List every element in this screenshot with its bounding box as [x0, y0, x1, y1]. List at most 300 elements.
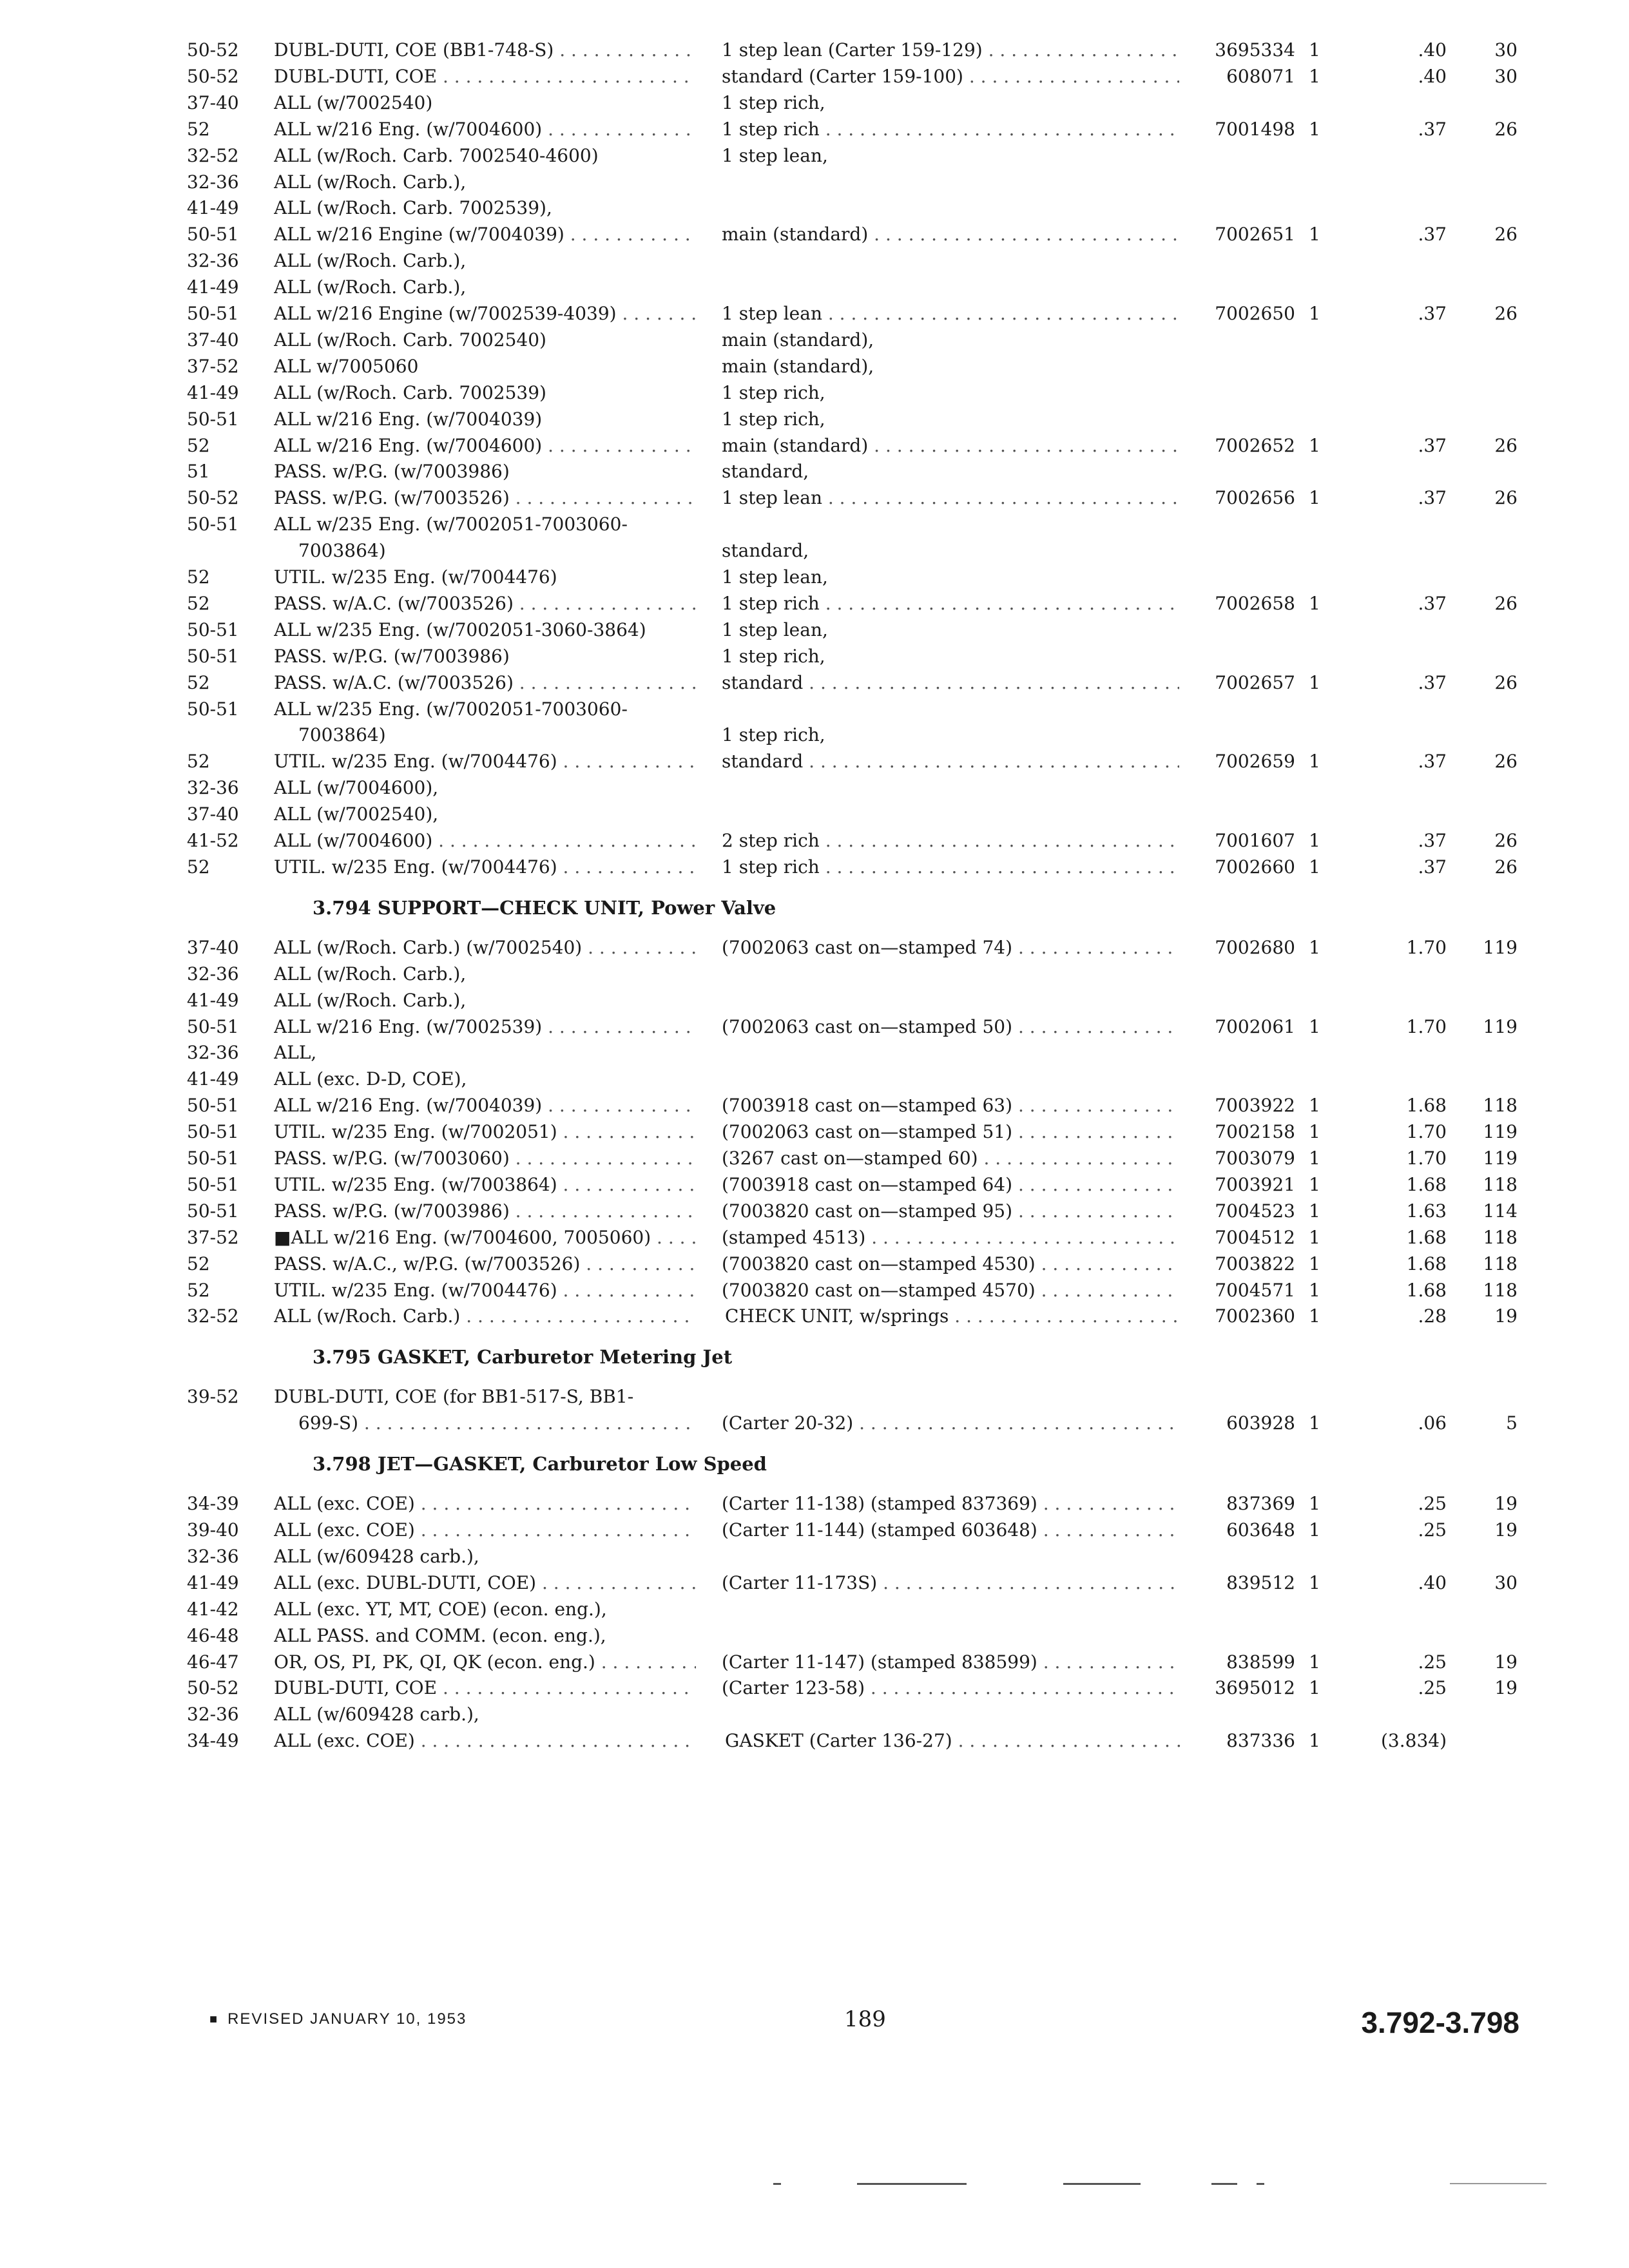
list-price-text: 1.70	[1406, 1148, 1447, 1169]
table-row	[0, 935, 1629, 961]
table-row	[0, 1491, 1629, 1517]
model-years-text: 52	[187, 1253, 210, 1274]
description-text: 2 step rich	[722, 830, 820, 851]
model-years-text: 41-49	[187, 197, 239, 219]
model-years-text: 50-51	[187, 303, 239, 324]
quantity-text: 1	[1309, 751, 1320, 773]
model-years	[187, 354, 264, 380]
part-number	[1179, 485, 1295, 511]
part-number	[1179, 749, 1295, 774]
revision-marker: ■	[209, 2012, 219, 2027]
model-years	[187, 1597, 264, 1622]
model-years	[187, 37, 264, 63]
table-row	[0, 591, 1629, 617]
application-text: PASS. w/P.G. (w/7003060)	[274, 1148, 510, 1169]
part-number	[1179, 1649, 1295, 1675]
price-group-text: 118	[1483, 1173, 1518, 1195]
list-price	[1363, 37, 1447, 63]
model-years	[187, 1517, 264, 1543]
description-text: 1 step rich	[722, 118, 820, 140]
model-years	[187, 64, 264, 90]
quantity-text: 1	[1309, 1412, 1320, 1434]
quantity-text: 1	[1309, 224, 1320, 245]
model-years	[187, 1172, 264, 1198]
quantity-text: 1	[1309, 1015, 1320, 1037]
quantity	[1302, 1675, 1327, 1701]
list-price	[1363, 1146, 1447, 1171]
quantity-text: 1	[1309, 1651, 1320, 1673]
model-years	[187, 90, 264, 116]
model-years-text: 50-52	[187, 487, 239, 509]
model-years-text: 32-52	[187, 144, 239, 166]
application-text: ALL (exc. COE)	[274, 1730, 415, 1752]
model-years	[187, 459, 264, 485]
model-years-text: 32-36	[187, 963, 239, 985]
list-price-text: 1.68	[1406, 1095, 1447, 1117]
price-group-text: 118	[1483, 1279, 1518, 1301]
application-text: ALL (w/Roch. Carb. 7002539),	[274, 197, 552, 219]
description	[722, 90, 1179, 116]
application	[274, 143, 696, 169]
list-price	[1363, 1278, 1447, 1303]
model-years-text: 52	[187, 671, 210, 693]
description-text: (7003820 cast on—stamped 4530)	[722, 1253, 1036, 1274]
scan-artifact	[1063, 2183, 1141, 2185]
model-years-text: 37-40	[187, 329, 239, 351]
part-number	[1179, 117, 1295, 142]
application	[274, 459, 696, 485]
list-price-text: .37	[1418, 434, 1447, 456]
description	[722, 935, 1179, 961]
table-row	[0, 143, 1629, 169]
price-group-text: 26	[1494, 751, 1518, 773]
part-number-text: 7003922	[1215, 1095, 1295, 1117]
application	[298, 538, 696, 564]
application-text: 7003864)	[298, 540, 386, 562]
price-group	[1456, 591, 1518, 617]
list-price-text: 1.70	[1406, 1121, 1447, 1143]
price-group	[1456, 37, 1518, 63]
description-text: main (standard)	[722, 224, 869, 245]
description	[722, 749, 1179, 774]
price-group	[1456, 854, 1518, 880]
price-group-text: 119	[1483, 936, 1518, 958]
price-group	[1456, 222, 1518, 247]
part-number	[1179, 1303, 1295, 1329]
part-number-text: 7001498	[1215, 118, 1295, 140]
application-text: ALL (exc. YT, MT, COE) (econ. eng.),	[274, 1598, 607, 1620]
quantity-text: 1	[1309, 1493, 1320, 1515]
price-group	[1456, 749, 1518, 774]
list-price	[1363, 749, 1447, 774]
price-group	[1456, 64, 1518, 90]
list-price	[1363, 1303, 1447, 1329]
model-years	[187, 697, 264, 722]
description-text: CHECK UNIT, w/springs	[725, 1305, 949, 1327]
model-years	[187, 407, 264, 432]
model-years	[187, 1570, 264, 1596]
list-price-text: .28	[1418, 1305, 1447, 1327]
table-row	[0, 222, 1629, 247]
description-text: (Carter 123-58)	[722, 1677, 865, 1699]
application	[274, 117, 696, 142]
quantity	[1302, 854, 1327, 880]
application-text: ALL (w/7004600),	[274, 777, 439, 799]
application	[274, 644, 696, 669]
model-years-text: 32-36	[187, 171, 239, 193]
table-row	[0, 1597, 1629, 1622]
description	[722, 591, 1179, 617]
application	[274, 407, 696, 432]
price-group	[1456, 1119, 1518, 1145]
model-years	[187, 749, 264, 774]
quantity	[1302, 1570, 1327, 1596]
model-years	[187, 1303, 264, 1329]
application-text: ALL w/216 Eng. (w/7004039)	[274, 408, 543, 430]
application	[274, 64, 696, 90]
part-number	[1179, 1172, 1295, 1198]
model-years-text: 52	[187, 434, 210, 456]
part-number	[1179, 1225, 1295, 1251]
model-years	[187, 564, 264, 590]
application	[274, 512, 696, 537]
model-years	[187, 433, 264, 459]
application-text: ALL (exc. D-D, COE),	[274, 1068, 467, 1090]
scan-artifact	[857, 2183, 967, 2185]
application	[274, 195, 696, 221]
price-group-text: 26	[1494, 434, 1518, 456]
table-row	[0, 1517, 1629, 1543]
application	[274, 802, 696, 827]
description-text: standard	[722, 671, 804, 693]
list-price-text: .37	[1418, 671, 1447, 693]
price-group	[1456, 117, 1518, 142]
list-price-text: .25	[1418, 1677, 1447, 1699]
quantity-text: 1	[1309, 1279, 1320, 1301]
application-text: ALL (w/Roch. Carb.)	[274, 1305, 461, 1327]
table-row	[0, 1119, 1629, 1145]
quantity-text: 1	[1309, 1253, 1320, 1274]
quantity	[1302, 1649, 1327, 1675]
application-text: DUBL-DUTI, COE	[274, 1677, 438, 1699]
price-group	[1456, 1251, 1518, 1277]
part-number	[1179, 222, 1295, 247]
application-text: ALL (exc. COE)	[274, 1519, 415, 1541]
model-years-text: 52	[187, 592, 210, 614]
application	[274, 1146, 696, 1171]
list-price	[1363, 301, 1447, 327]
table-row	[0, 1278, 1629, 1303]
application	[274, 617, 696, 643]
part-number	[1179, 1198, 1295, 1224]
part-number-text: 839512	[1226, 1571, 1295, 1593]
table-row	[0, 670, 1629, 696]
list-price-text: .37	[1418, 830, 1447, 851]
model-years	[187, 775, 264, 801]
application-text: ALL (w/7002540)	[274, 91, 433, 113]
table-row	[0, 1146, 1629, 1171]
model-years	[187, 1623, 264, 1649]
list-price	[1363, 1675, 1447, 1701]
price-group	[1456, 433, 1518, 459]
model-years-text: 41-49	[187, 276, 239, 298]
description	[722, 1119, 1179, 1145]
description	[722, 1570, 1179, 1596]
list-price-text: .37	[1418, 592, 1447, 614]
quantity-text: 1	[1309, 671, 1320, 693]
part-number-text: 7003822	[1215, 1253, 1295, 1274]
table-row	[0, 1544, 1629, 1570]
list-price	[1363, 1410, 1447, 1436]
application	[274, 1303, 696, 1329]
price-group-text: 26	[1494, 592, 1518, 614]
list-price-text: .25	[1418, 1651, 1447, 1673]
model-years-text: 50-52	[187, 1677, 239, 1699]
price-group	[1456, 1146, 1518, 1171]
description	[722, 354, 1179, 380]
model-years	[187, 1066, 264, 1092]
model-years-text: 50-51	[187, 1148, 239, 1169]
table-row	[0, 854, 1629, 880]
description-text: (Carter 11-147) (stamped 838599)	[722, 1651, 1037, 1673]
description-text: (3267 cast on—stamped 60)	[722, 1148, 978, 1169]
part-number-text: 7002650	[1215, 303, 1295, 324]
model-years	[187, 1675, 264, 1701]
table-row	[0, 512, 1629, 537]
price-group-text: 26	[1494, 224, 1518, 245]
application	[274, 1649, 696, 1675]
part-number-text: 7002660	[1215, 856, 1295, 878]
quantity	[1302, 1198, 1327, 1224]
price-group-text: 118	[1483, 1253, 1518, 1274]
description-text: (7002063 cast on—stamped 51)	[722, 1121, 1013, 1143]
price-group-text: 30	[1494, 39, 1518, 61]
model-years-text: 32-36	[187, 250, 239, 272]
application-text: ALL,	[274, 1042, 317, 1064]
application-text: ALL w/216 Engine (w/7002539-4039)	[274, 303, 617, 324]
model-years-text: 50-51	[187, 1200, 239, 1222]
application-text: ALL (exc. COE)	[274, 1493, 415, 1515]
table-row	[0, 37, 1629, 63]
model-years	[187, 1384, 264, 1410]
table-row	[0, 485, 1629, 511]
description	[722, 564, 1179, 590]
page-footer	[0, 2005, 1629, 2044]
table-row	[0, 64, 1629, 90]
part-number	[1179, 1278, 1295, 1303]
quantity	[1302, 1225, 1327, 1251]
description-text: 1 step lean,	[722, 144, 828, 166]
part-number-text: 603648	[1226, 1519, 1295, 1541]
model-years	[187, 1225, 264, 1251]
application	[274, 354, 696, 380]
application-text: ALL w/216 Eng. (w/7004600)	[274, 118, 543, 140]
price-group	[1456, 1093, 1518, 1119]
table-row	[0, 617, 1629, 643]
quantity	[1302, 1119, 1327, 1145]
application-text: ALL (w/Roch. Carb.),	[274, 250, 467, 272]
description-text: 1 step rich	[722, 592, 820, 614]
quantity	[1302, 301, 1327, 327]
description-text: standard (Carter 159-100)	[722, 65, 963, 87]
quantity	[1302, 222, 1327, 247]
application	[298, 1410, 696, 1436]
application	[274, 749, 696, 774]
description	[722, 459, 1179, 485]
description	[722, 380, 1179, 406]
application-text: 7003864)	[298, 724, 386, 746]
price-group-text: 118	[1483, 1095, 1518, 1117]
price-group-text: 19	[1494, 1519, 1518, 1541]
page-number: 189	[844, 2006, 886, 2032]
table-row	[0, 697, 1629, 722]
description-text: (stamped 4513)	[722, 1226, 866, 1248]
model-years	[187, 301, 264, 327]
quantity-text: 1	[1309, 936, 1320, 958]
description	[722, 644, 1179, 669]
model-years	[187, 961, 264, 987]
part-number	[1179, 935, 1295, 961]
list-price	[1363, 1198, 1447, 1224]
application	[274, 1198, 696, 1224]
table-row	[0, 961, 1629, 987]
part-number	[1179, 591, 1295, 617]
application	[274, 1384, 696, 1410]
model-years	[187, 1040, 264, 1066]
application	[298, 722, 696, 748]
application	[274, 1040, 696, 1066]
application-text: ALL (w/609428 carb.),	[274, 1704, 479, 1725]
price-group-text: 26	[1494, 118, 1518, 140]
quantity	[1302, 1172, 1327, 1198]
part-number-text: 837369	[1226, 1493, 1295, 1515]
quantity-text: 1	[1309, 1121, 1320, 1143]
table-row	[0, 1040, 1629, 1066]
section-heading: 3.794 SUPPORT—CHECK UNIT, Power Valve	[313, 896, 776, 919]
price-group	[1456, 301, 1518, 327]
application-text: ALL (w/Roch. Carb.) (w/7002540)	[274, 936, 583, 958]
section-heading: 3.795 GASKET, Carburetor Metering Jet	[313, 1346, 733, 1369]
list-price-text: 1.68	[1406, 1173, 1447, 1195]
application-text: PASS. w/P.G. (w/7003986)	[274, 645, 510, 667]
application	[274, 697, 696, 722]
model-years-text: 37-52	[187, 355, 239, 377]
table-row	[0, 1303, 1629, 1329]
description-text: (Carter 11-173S)	[722, 1571, 878, 1593]
quantity-text: 1	[1309, 856, 1320, 878]
model-years	[187, 274, 264, 300]
part-number-text: 838599	[1226, 1651, 1295, 1673]
price-group-text: 119	[1483, 1015, 1518, 1037]
table-row	[0, 1384, 1629, 1410]
application	[274, 1702, 696, 1727]
table-row	[0, 1702, 1629, 1727]
model-years	[187, 117, 264, 142]
description-text: main (standard)	[722, 434, 869, 456]
price-group-text: 26	[1494, 830, 1518, 851]
description-text: 1 step rich,	[722, 408, 825, 430]
list-price	[1363, 854, 1447, 880]
description-text: (Carter 20-32)	[722, 1412, 854, 1434]
application	[274, 433, 696, 459]
part-number-text: 7002651	[1215, 224, 1295, 245]
model-years-text: 32-36	[187, 1042, 239, 1064]
list-price	[1363, 1570, 1447, 1596]
quantity-text: 1	[1309, 303, 1320, 324]
revision-date: REVISED JANUARY 10, 1953	[227, 2010, 467, 2028]
description-text: 1 step lean,	[722, 566, 828, 588]
table-row	[0, 1410, 1629, 1436]
application-text: PASS. w/A.C., w/P.G. (w/7003526)	[274, 1253, 581, 1274]
price-group	[1456, 1675, 1518, 1701]
model-years-text: 46-48	[187, 1624, 239, 1646]
part-number-text: 7003079	[1215, 1148, 1295, 1169]
application	[274, 935, 696, 961]
quantity	[1302, 1410, 1327, 1436]
application	[274, 1066, 696, 1092]
quantity-text: 1	[1309, 1571, 1320, 1593]
part-number-text: 837336	[1226, 1730, 1295, 1752]
price-group	[1456, 1410, 1518, 1436]
application-text: PASS. w/P.G. (w/7003986)	[274, 461, 510, 483]
model-years-text: 37-40	[187, 803, 239, 825]
price-group-text: 19	[1494, 1305, 1518, 1327]
quantity-text: 1	[1309, 1173, 1320, 1195]
model-years	[187, 1491, 264, 1517]
description	[722, 1675, 1179, 1701]
application	[274, 248, 696, 274]
quantity-text: 1	[1309, 65, 1320, 87]
list-price-text: 1.70	[1406, 1015, 1447, 1037]
description-text: standard,	[722, 540, 809, 562]
list-price-text: .40	[1418, 1571, 1447, 1593]
description-text: 1 step lean,	[722, 619, 828, 640]
model-years	[187, 485, 264, 511]
table-row	[0, 564, 1629, 590]
application-text: ALL (exc. DUBL-DUTI, COE)	[274, 1571, 537, 1593]
description-text: (7002063 cast on—stamped 50)	[722, 1015, 1013, 1037]
application-text: ALL w/216 Eng. (w/7002539)	[274, 1015, 543, 1037]
part-number-text: 7002658	[1215, 592, 1295, 614]
part-number	[1179, 1251, 1295, 1277]
quantity-text: 1	[1309, 1148, 1320, 1169]
model-years	[187, 222, 264, 247]
price-group-text: 26	[1494, 671, 1518, 693]
model-years-text: 52	[187, 751, 210, 773]
table-row	[0, 1251, 1629, 1277]
table-row	[0, 1225, 1629, 1251]
price-group	[1456, 670, 1518, 696]
price-group	[1456, 1014, 1518, 1040]
description	[722, 117, 1179, 142]
list-price-text: .40	[1418, 39, 1447, 61]
description	[725, 1303, 1182, 1329]
description-text: 1 step lean	[722, 303, 822, 324]
list-price-text: .37	[1418, 856, 1447, 878]
model-years	[187, 670, 264, 696]
model-years-text: 41-42	[187, 1598, 239, 1620]
application-text: ALL (w/Roch. Carb.),	[274, 171, 467, 193]
list-price	[1363, 117, 1447, 142]
model-years	[187, 248, 264, 274]
list-price	[1363, 1225, 1447, 1251]
table-row	[0, 1172, 1629, 1198]
part-number-text: 7004571	[1215, 1279, 1295, 1301]
model-years-text: 37-52	[187, 1226, 239, 1248]
part-number-text: 608071	[1226, 65, 1295, 87]
price-group	[1456, 1491, 1518, 1517]
table-row	[0, 828, 1629, 854]
